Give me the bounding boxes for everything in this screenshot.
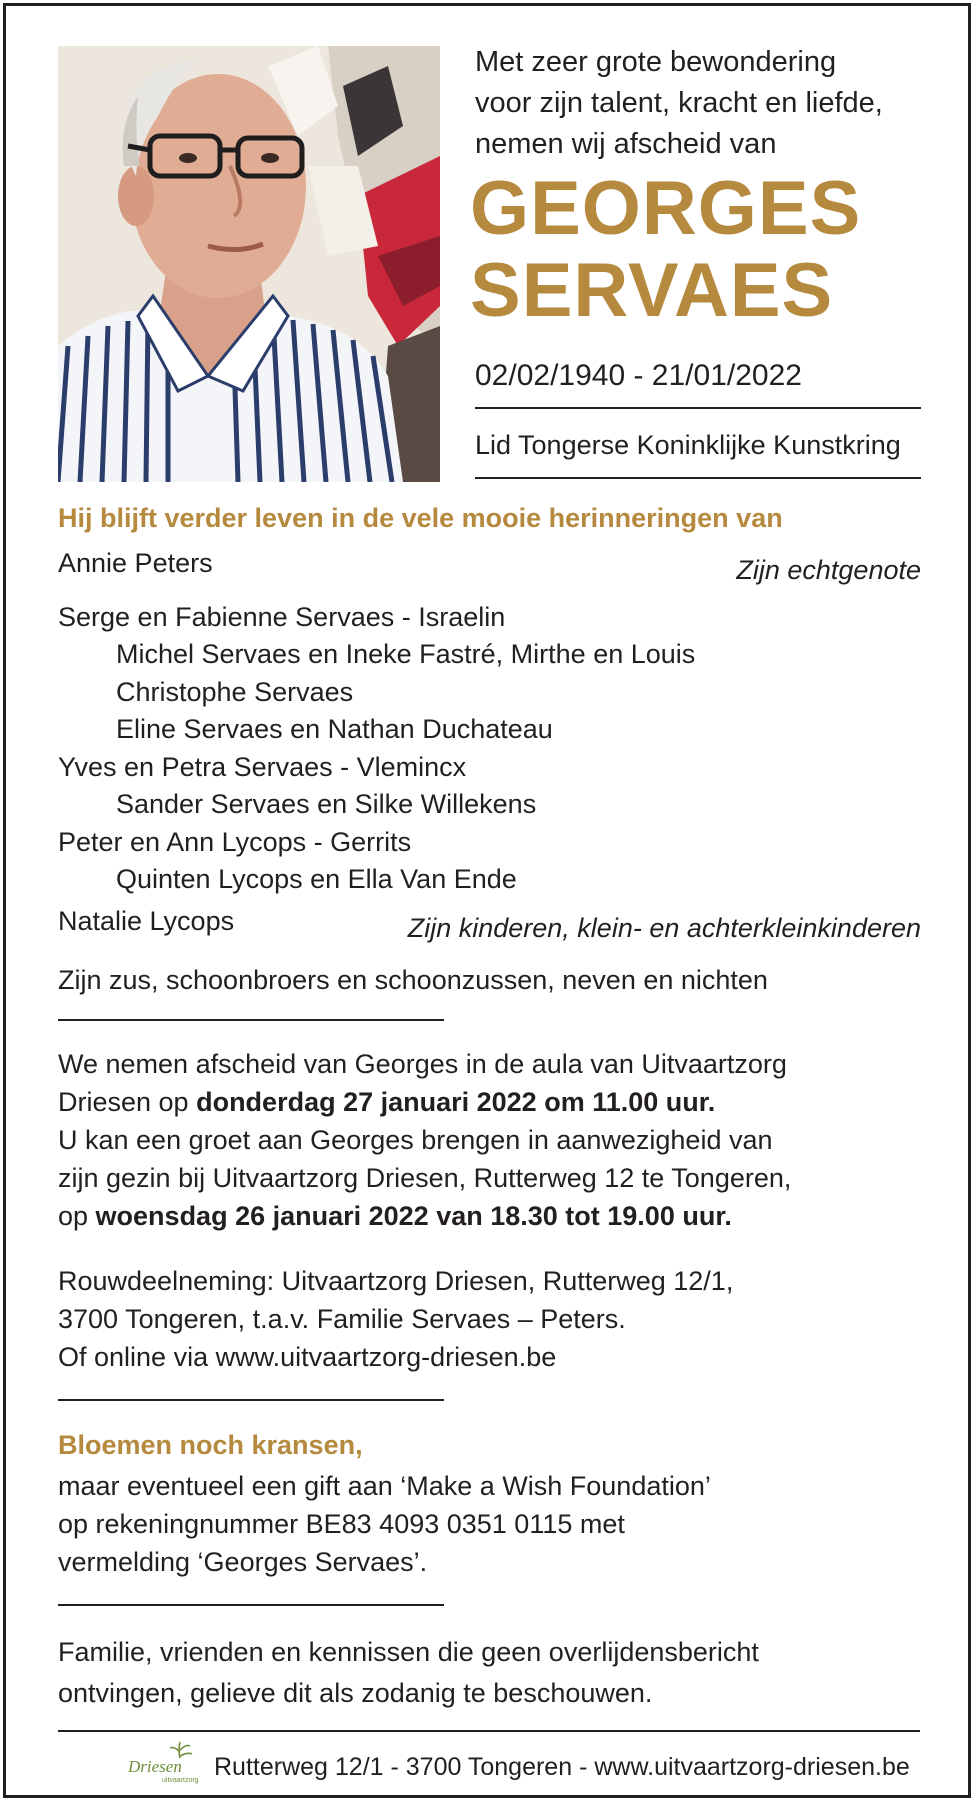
deceased-name	[470, 168, 950, 332]
condolence-line-3: Of online via www.uitvaartzorg-driesen.be	[58, 1342, 557, 1372]
divider-top-2	[475, 477, 921, 479]
driesen-logo	[126, 1738, 206, 1786]
family-line-3: Christophe Servaes	[116, 677, 354, 707]
memories-heading: Hij blijft verder leven in de vele mooie herinneringen van	[58, 503, 783, 533]
intro-line-2: voor zijn talent, kracht en liefde,	[475, 87, 883, 119]
family-line-9: Natalie Lycops	[58, 906, 235, 936]
condolence-line-2: 3700 Tongeren, t.a.v. Familie Servaes – Peters.	[58, 1304, 626, 1334]
intro-line-1: Met zeer grote bewondering	[475, 46, 837, 78]
ceremony-line-5-text: op	[58, 1201, 96, 1231]
notice-line-1: Familie, vrienden en kennissen die geen overlijdensbericht	[58, 1637, 759, 1667]
portrait-photo	[58, 46, 440, 482]
family-line-7: Peter en Ann Lycops - Gerrits	[58, 827, 412, 857]
family-line-6: Sander Servaes en Silke Willekens	[116, 789, 537, 819]
ceremony-text	[58, 1045, 938, 1235]
ceremony-date: donderdag 27 januari 2022 om 11.00 uur.	[196, 1087, 716, 1117]
spouse-name: Annie Peters	[58, 548, 213, 578]
flowers-line-2: op rekeningnummer BE83 4093 0351 0115 met	[58, 1509, 625, 1539]
condolence-text	[58, 1262, 938, 1376]
ceremony-line-2	[58, 1083, 938, 1121]
family-line-5: Yves en Petra Servaes - Vlemincx	[58, 752, 467, 782]
notice-line-2: ontvingen, gelieve dit als zodanig te beschouwen.	[58, 1678, 653, 1708]
family-line-1: Serge en Fabienne Servaes - Israelin	[58, 602, 506, 632]
logo-subtext: uitvaartzorg	[162, 1777, 199, 1784]
logo-wordmark: Driesen	[128, 1757, 182, 1776]
life-dates: 02/02/1940 - 21/01/2022	[475, 359, 802, 392]
ceremony-line-4: zijn gezin bij Uitvaartzorg Driesen, Rutterweg 12 te Tongeren,	[58, 1163, 792, 1193]
ceremony-line-3: U kan een groet aan Georges brengen in aanwezigheid van	[58, 1125, 773, 1155]
divider-3	[58, 1604, 444, 1606]
family-line-8: Quinten Lycops en Ella Van Ende	[116, 864, 517, 894]
membership-text: Lid Tongerse Koninklijke Kunstkring	[475, 430, 901, 460]
divider-1	[58, 1019, 444, 1021]
ceremony-line-1: We nemen afscheid van Georges in de aula van Uitvaartzorg	[58, 1049, 787, 1079]
footer-divider	[58, 1730, 920, 1732]
flowers-line-1: maar eventueel een gift aan ‘Make a Wish Foundation’	[58, 1471, 711, 1501]
spouse-role: Zijn echtgenote	[736, 555, 921, 585]
flowers-text	[58, 1467, 938, 1581]
family-role: Zijn kinderen, klein- en achterkleinkinderen	[407, 913, 921, 943]
footer-address: Rutterweg 12/1 - 3700 Tongeren - www.uitvaartzorg-driesen.be	[214, 1753, 910, 1781]
condolence-line-1: Rouwdeelneming: Uitvaartzorg Driesen, Rutterweg 12/1,	[58, 1266, 734, 1296]
visitation-date: woensdag 26 januari 2022 van 18.30 tot 19.00 uur.	[95, 1201, 732, 1231]
flowers-line-3: vermelding ‘Georges Servaes’.	[58, 1547, 428, 1577]
intro-line-3: nemen wij afscheid van	[475, 128, 777, 160]
family-line-2: Michel Servaes en Ineke Fastré, Mirthe en Louis	[116, 639, 696, 669]
divider-2	[58, 1399, 444, 1401]
intro-text	[475, 42, 935, 165]
family-line-4: Eline Servaes en Nathan Duchateau	[116, 714, 553, 744]
flowers-heading: Bloemen noch kransen,	[58, 1430, 363, 1460]
siblings-text: Zijn zus, schoonbroers en schoonzussen, neven en nichten	[58, 965, 768, 995]
deceased-first-name: GEORGES	[470, 166, 862, 251]
ceremony-line-5	[58, 1197, 938, 1235]
divider-top-1	[475, 407, 921, 409]
deceased-last-name: SERVAES	[470, 248, 834, 333]
notice-text	[58, 1632, 938, 1714]
ceremony-line-2-text: Driesen op	[58, 1087, 197, 1117]
